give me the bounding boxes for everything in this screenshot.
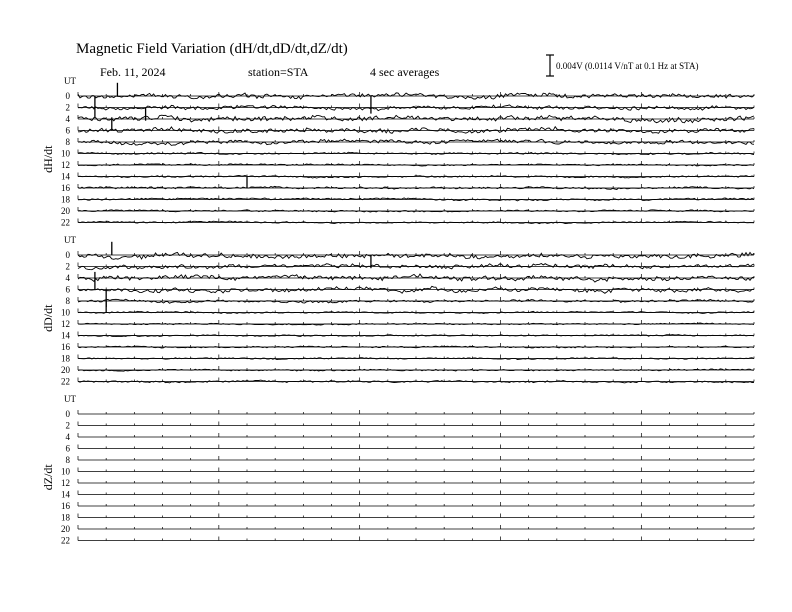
hour-tick-label: 10 (61, 466, 70, 477)
ut-axis-label: UT (64, 76, 76, 86)
hour-tick-label: 12 (61, 160, 70, 170)
panel-ylabel: dZ/dt (41, 464, 55, 491)
hour-tick-label: 18 (61, 512, 70, 523)
panel-dZ-dt (41, 394, 754, 546)
hour-tick-label: 20 (61, 206, 70, 216)
ut-axis-label: UT (64, 394, 76, 404)
hour-tick-label: 0 (65, 91, 70, 101)
scale-bar-label: 0.004V (0.0114 V/nT at 0.1 Hz at STA) (556, 61, 699, 71)
hour-tick-label: 18 (61, 353, 70, 364)
hour-tick-label: 16 (61, 183, 70, 193)
ut-axis-label: UT (64, 235, 76, 245)
hour-tick-label: 10 (61, 307, 70, 318)
hour-tick-label: 8 (65, 296, 70, 306)
hour-tick-label: 16 (61, 342, 70, 352)
date-label: Feb. 11, 2024 (100, 65, 166, 79)
hour-tick-label: 16 (61, 501, 70, 511)
hour-tick-label: 14 (61, 171, 70, 182)
hour-tick-label: 10 (61, 148, 70, 159)
hour-tick-label: 20 (61, 365, 70, 375)
station-label: station=STA (248, 65, 309, 79)
hour-tick-label: 6 (65, 125, 70, 136)
hour-tick-label: 22 (61, 535, 70, 546)
hour-tick-label: 12 (61, 319, 70, 329)
hour-tick-label: 14 (61, 489, 70, 500)
hour-tick-label: 4 (65, 273, 70, 283)
trace-line (78, 335, 754, 337)
chart-title: Magnetic Field Variation (dH/dt,dD/dt,dZ/dt) (76, 41, 348, 57)
panel-ylabel: dD/dt (41, 304, 55, 332)
hour-tick-label: 12 (61, 478, 70, 488)
hour-tick-label: 6 (65, 443, 70, 454)
hour-tick-label: 14 (61, 330, 70, 341)
panel-dH-dt (41, 76, 754, 228)
hour-tick-label: 2 (65, 420, 70, 431)
hour-tick-label: 0 (65, 250, 70, 260)
hour-tick-label: 4 (65, 432, 70, 442)
panel-dD-dt (41, 235, 754, 387)
hour-tick-label: 8 (65, 455, 70, 465)
hour-tick-label: 2 (65, 261, 70, 272)
hour-tick-label: 22 (61, 376, 70, 387)
hour-tick-label: 20 (61, 524, 70, 534)
panel-ylabel: dH/dt (41, 145, 55, 173)
hour-tick-label: 18 (61, 194, 70, 205)
averaging-label: 4 sec averages (370, 65, 440, 79)
hour-tick-label: 2 (65, 102, 70, 113)
hour-tick-label: 6 (65, 284, 70, 295)
hour-tick-label: 8 (65, 137, 70, 147)
scale-bar (546, 55, 698, 76)
hour-tick-label: 0 (65, 409, 70, 419)
hour-tick-label: 22 (61, 217, 70, 228)
hour-tick-label: 4 (65, 114, 70, 124)
